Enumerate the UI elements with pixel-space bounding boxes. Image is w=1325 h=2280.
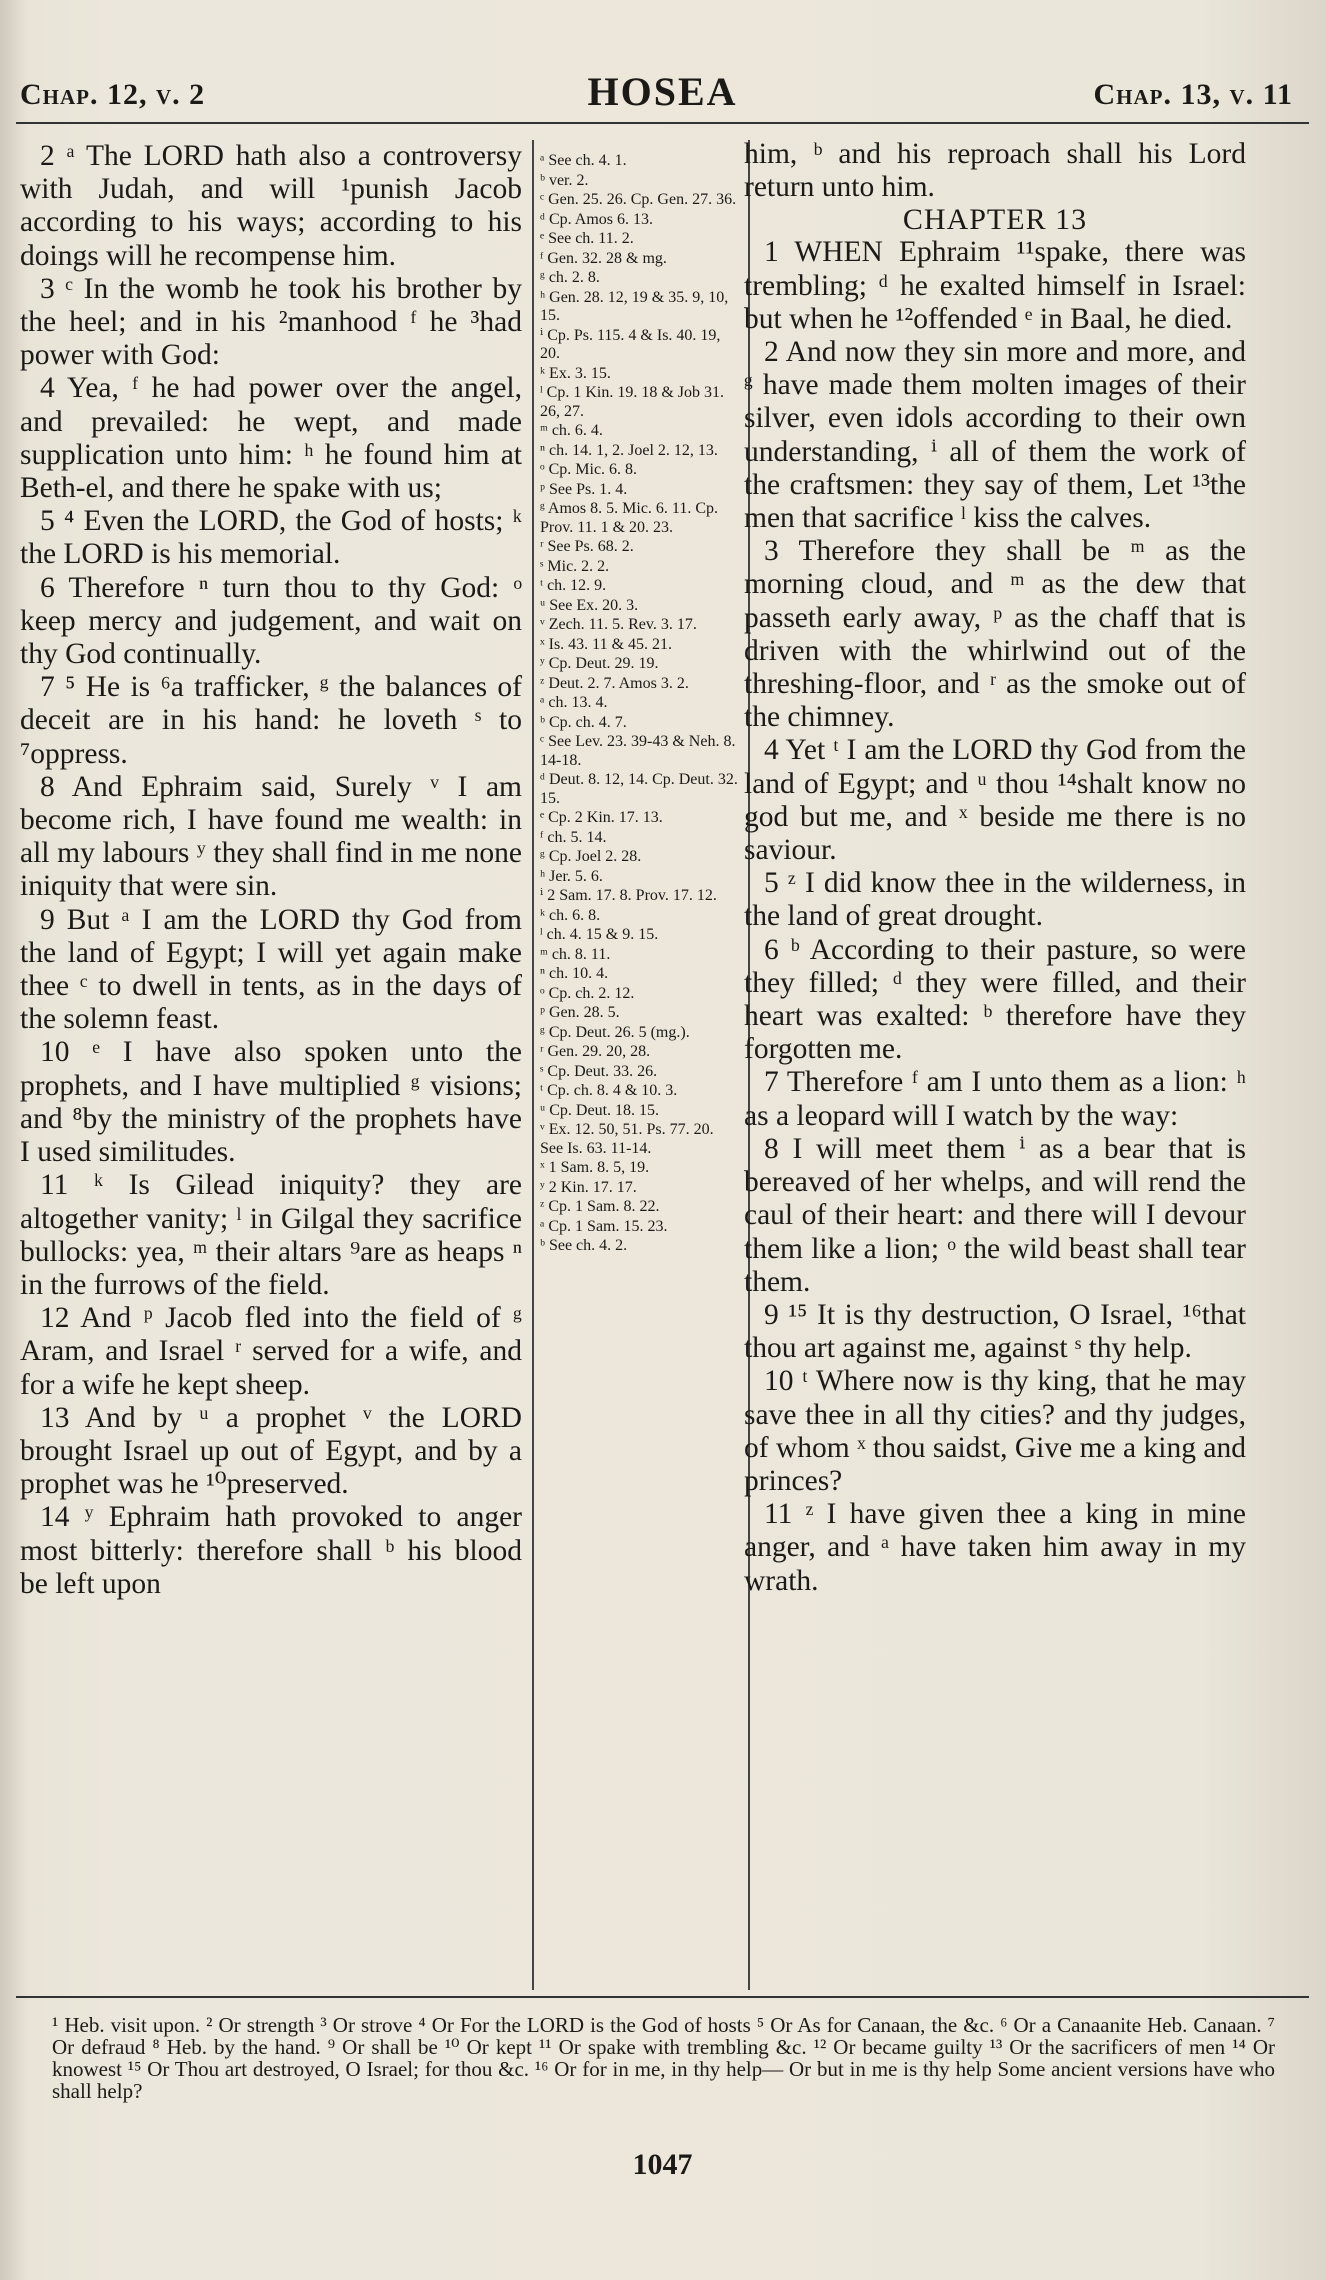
marginal-reference: ᵛ Zech. 11. 5. Rev. 3. 17. bbox=[540, 616, 697, 633]
marginal-reference: ᵐ ch. 8. 11. bbox=[540, 945, 611, 963]
marginal-reference: ᵖ See Ps. 1. 4. bbox=[540, 480, 628, 498]
column-divider-left bbox=[532, 140, 534, 1990]
marginal-reference: ˣ 1 Sam. 8. 5, 19. bbox=[540, 1159, 650, 1176]
verse: 4 Yet ᵗ I am the LORD thy God from the land of Egypt; and ᵘ thou ¹⁴shalt know no god but me, and ˣ beside me there is no saviour. bbox=[744, 734, 1246, 867]
verse: 10 ᵉ I have also spoken unto the prophets, and I have multiplied ᵍ visions; and ⁸by the ministry of the prophets have I used similitudes. bbox=[20, 1036, 522, 1169]
marginal-reference: ʳ Gen. 29. 20, 28. bbox=[540, 1043, 651, 1060]
marginal-references bbox=[540, 152, 740, 1257]
left-column bbox=[20, 140, 522, 1601]
marginal-reference: ᵈ Cp. Amos 6. 13. bbox=[540, 210, 653, 228]
marginal-reference: ᵍ Cp. Deut. 26. 5 (mg.). bbox=[540, 1023, 690, 1041]
verse: 11 ᵏ Is Gilead iniquity? they are altogether vanity; ˡ in Gilgal they sacrifice bullocks: yea, ᵐ their altars ⁹are as heaps ⁿ in the furrows of the field. bbox=[20, 1169, 522, 1301]
marginal-reference: ᵘ See Ex. 20. 3. bbox=[540, 596, 639, 614]
marginal-reference: ᵖ Gen. 28. 5. bbox=[540, 1004, 620, 1021]
marginal-reference: ᵃ ch. 13. 4. bbox=[540, 694, 608, 711]
verse: 9 But ᵃ I am the LORD thy God from the land of Egypt; I will yet again make thee ᶜ to dwell in tents, as in the days of the solemn feast. bbox=[20, 903, 522, 1036]
marginal-reference: ᶠ ch. 5. 14. bbox=[540, 828, 607, 846]
footnote-rule bbox=[16, 1996, 1309, 1998]
verse: 7 ⁵ He is ⁶a trafficker, ᵍ the balances of deceit are in his hand: he loveth ˢ to ⁷oppress. bbox=[20, 671, 522, 770]
right-column bbox=[744, 138, 1246, 1598]
verse: 2 ᵃ The LORD hath also a controversy with Judah, and will ¹punish Jacob according to his ways; according to his doings will he recompense him. bbox=[20, 140, 522, 272]
verse: 12 And ᵖ Jacob fled into the field of ᵍ Aram, and Israel ʳ served for a wife, and for a wife he kept sheep. bbox=[20, 1302, 522, 1401]
marginal-reference: ʰ Jer. 5. 6. bbox=[540, 867, 603, 885]
marginal-reference: ᵍ Cp. Joel 2. 28. bbox=[540, 848, 642, 865]
marginal-reference: ⁿ ch. 10. 4. bbox=[540, 965, 609, 982]
verse-continuation: him, ᵇ and his reproach shall his Lord return unto him. bbox=[744, 138, 1246, 204]
verse: 5 ᶻ I did know thee in the wilderness, in the land of great drought. bbox=[744, 867, 1246, 933]
verse: 13 And by ᵘ a prophet ᵛ the LORD brought Israel up out of Egypt, and by a prophet was he ¹⁰preserved. bbox=[20, 1401, 522, 1501]
marginal-reference: ˢ Mic. 2. 2. bbox=[540, 557, 610, 575]
marginal-reference: ᵍ ch. 2. 8. bbox=[540, 269, 600, 286]
marginal-reference: ˣ Is. 43. 11 & 45. 21. bbox=[540, 635, 673, 653]
verse: 10 ᵗ Where now is thy king, that he may save thee in all thy cities? and thy judges, of whom ˣ thou saidst, Give me a king and princes? bbox=[744, 1365, 1246, 1497]
header-rule bbox=[16, 122, 1309, 124]
verse: 14 ʸ Ephraim hath provoked to anger most bitterly: therefore shall ᵇ his blood be left upon bbox=[20, 1501, 522, 1600]
marginal-reference: ᵐ ch. 6. 4. bbox=[540, 422, 603, 439]
marginal-reference: ᶻ Cp. 1 Sam. 8. 22. bbox=[540, 1198, 660, 1215]
marginal-reference: ᵃ See ch. 4. 1. bbox=[540, 152, 627, 169]
header-left-reference: Chap. 12, v. 2 bbox=[20, 78, 206, 111]
verse: 6 ᵇ According to their pasture, so were they filled; ᵈ they were filled, and their heart was exalted: ᵇ therefore have they forgotten me. bbox=[744, 933, 1246, 1066]
verse: 3 Therefore they shall be ᵐ as the morning cloud, and ᵐ as the dew that passeth early away, ᵖ as the chaff that is driven with the whirlwind out of the threshing-floor, and ʳ as the smoke out of the chimney. bbox=[744, 535, 1246, 734]
verse: 5 ⁴ Even the LORD, the God of hosts; ᵏ the LORD is his memorial. bbox=[20, 505, 522, 571]
marginal-reference: ⁱ 2 Sam. 17. 8. Prov. 17. 12. bbox=[540, 887, 717, 904]
marginal-reference: ʳ See Ps. 68. 2. bbox=[540, 538, 634, 555]
marginal-reference: ᵉ See ch. 11. 2. bbox=[540, 230, 634, 247]
marginal-reference: ᵗ Cp. ch. 8. 4 & 10. 3. bbox=[540, 1082, 678, 1099]
marginal-reference: ⁿ ch. 14. 1, 2. Joel 2. 12, 13. bbox=[540, 441, 718, 459]
marginal-reference: ᵃ Cp. 1 Sam. 15. 23. bbox=[540, 1217, 668, 1235]
marginal-reference: ˡ ch. 4. 15 & 9. 15. bbox=[540, 926, 659, 943]
verse: 3 ᶜ In the womb he took his brother by the heel; and in his ²manhood ᶠ he ³had power with God: bbox=[20, 272, 522, 372]
marginal-reference: ᵘ Cp. Deut. 18. 15. bbox=[540, 1101, 660, 1119]
marginal-reference: ʸ 2 Kin. 17. 17. bbox=[540, 1178, 637, 1196]
marginal-reference: ᶻ Deut. 2. 7. Amos 3. 2. bbox=[540, 674, 689, 692]
verse: 2 And now they sin more and more, and ᵍ have made them molten images of their silver, even idols according to their own understanding, ⁱ all of them the work of the craftsmen: they say of them, Let ¹³the men that sacrifice ˡ kiss the calves. bbox=[744, 336, 1246, 535]
marginal-reference: ᶜ See Lev. 23. 39-43 & Neh. 8. 14-18. bbox=[540, 733, 736, 769]
book-title: HOSEA bbox=[587, 69, 738, 114]
verse: 11 ᶻ I have given thee a king in mine anger, and ᵃ have taken him away in my wrath. bbox=[744, 1498, 1246, 1597]
marginal-reference: ᵛ Ex. 12. 50, 51. Ps. 77. 20. See Is. 63. 11-14. bbox=[540, 1121, 714, 1157]
verse: 4 Yea, ᶠ he had power over the angel, and prevailed: he wept, and made supplication unto him: ʰ he found him at Beth-el, and there he spake with us; bbox=[20, 372, 522, 505]
marginal-reference: ⁱ Cp. Ps. 115. 4 & Is. 40. 19, 20. bbox=[540, 326, 721, 362]
page-number: 1047 bbox=[632, 2148, 693, 2181]
verse: 1 WHEN Ephraim ¹¹spake, there was trembling; ᵈ he exalted himself in Israel: but when he ¹²offended ᵉ in Baal, he died. bbox=[744, 236, 1246, 335]
marginal-reference: ᶠ Gen. 32. 28 & mg. bbox=[540, 249, 667, 267]
marginal-reference: ᵉ Cp. 2 Kin. 17. 13. bbox=[540, 809, 663, 826]
marginal-reference: ᶜ Gen. 25. 26. Cp. Gen. 27. 36. bbox=[540, 191, 737, 208]
marginal-reference: ᵇ Cp. ch. 4. 7. bbox=[540, 713, 627, 731]
verse: 9 ¹⁵ It is thy destruction, O Israel, ¹⁶that thou art against me, against ˢ thy help. bbox=[744, 1298, 1246, 1365]
marginal-reference: ᵈ Deut. 8. 12, 14. Cp. Deut. 32. 15. bbox=[540, 771, 738, 807]
chapter-heading: CHAPTER 13 bbox=[902, 203, 1088, 237]
verse: 7 Therefore ᶠ am I unto them as a lion: ʰ as a leopard will I watch by the way: bbox=[744, 1066, 1246, 1132]
marginal-reference: ˡ Cp. 1 Kin. 19. 18 & Job 31. 26, 27. bbox=[540, 384, 724, 420]
marginal-reference: ᵍ Amos 8. 5. Mic. 6. 11. Cp. Prov. 11. 1 & 20. 23. bbox=[540, 500, 719, 536]
marginal-reference: ʸ Cp. Deut. 29. 19. bbox=[540, 655, 659, 672]
header-right-reference: Chap. 13, v. 11 bbox=[1093, 78, 1293, 111]
verse: 8 And Ephraim said, Surely ᵛ I am become rich, I have found me wealth: in all my labours ʸ they shall find in me none iniquity that were sin. bbox=[20, 770, 522, 903]
verse: 8 I will meet them ⁱ as a bear that is bereaved of her whelps, and will rend the caul of their heart: and there will I devour them like a lion; ᵒ the wild beast shall tear them. bbox=[744, 1132, 1246, 1298]
verse: 6 Therefore ⁿ turn thou to thy God: ᵒ keep mercy and judgement, and wait on thy God continually. bbox=[20, 571, 522, 671]
marginal-reference: ᵒ Cp. ch. 2. 12. bbox=[540, 984, 635, 1002]
marginal-reference: ᵏ ch. 6. 8. bbox=[540, 906, 601, 924]
footnotes: ¹ Heb. visit upon. ² Or strength ³ Or strove ⁴ Or For the LORD is the God of hosts ⁵ Or As for Canaan, the &c. ⁶ Or a Canaanite Heb. Canaan. ⁷ Or defraud ⁸ Heb. by the hand. ⁹ Or shall be ¹⁰ Or kept ¹¹ Or spake with trembling &c. ¹² Or became guilty ¹³ Or the sacrificers of men ¹⁴ Or knowest ¹⁵ Or Thou art destroyed, O Israel; for thou &c. ¹⁶ Or for in me, in thy help— Or but in me is thy help Some ancient versions have who shall help? bbox=[52, 2013, 1275, 2103]
marginal-reference: ᵏ Ex. 3. 15. bbox=[540, 364, 611, 382]
marginal-reference: ᵇ See ch. 4. 2. bbox=[540, 1237, 628, 1254]
marginal-reference: ᵇ ver. 2. bbox=[540, 171, 589, 189]
marginal-reference: ʰ Gen. 28. 12, 19 & 35. 9, 10, 15. bbox=[540, 288, 729, 324]
marginal-reference: ᵗ ch. 12. 9. bbox=[540, 577, 607, 594]
marginal-reference: ˢ Cp. Deut. 33. 26. bbox=[540, 1062, 658, 1080]
marginal-reference: ᵒ Cp. Mic. 6. 8. bbox=[540, 461, 638, 478]
page-header bbox=[16, 62, 1309, 122]
